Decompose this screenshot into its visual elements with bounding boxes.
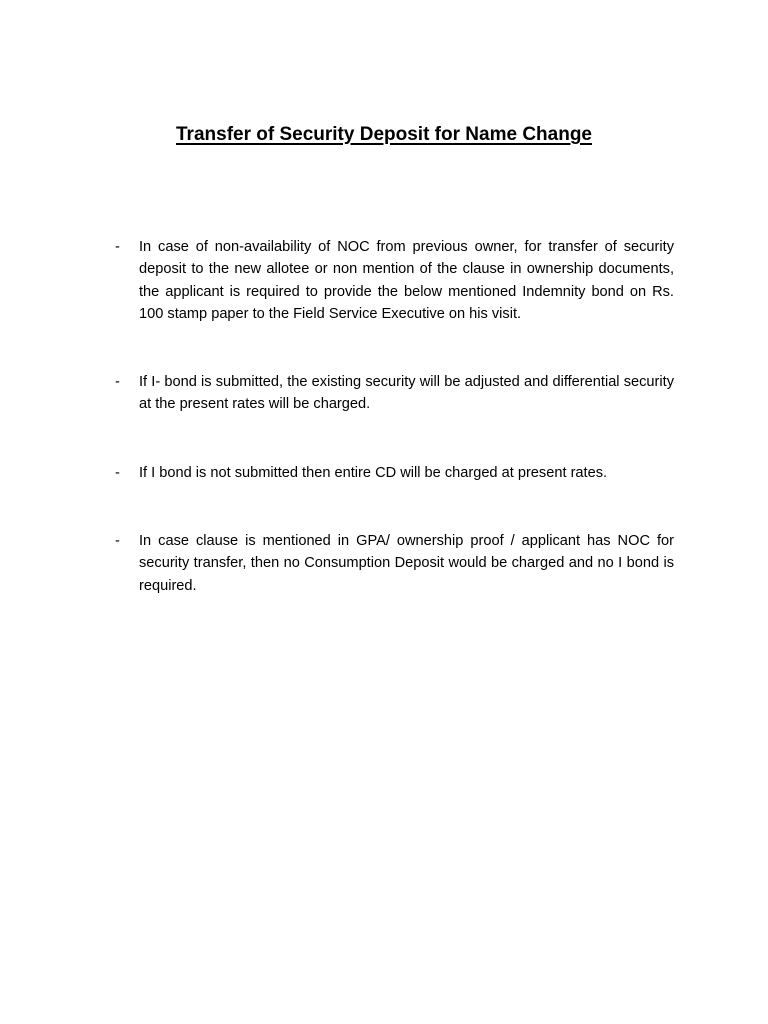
bullet-dash: - <box>115 464 120 481</box>
bullet-text: If I bond is not submitted then entire CD will be charged at present rates. <box>139 464 608 481</box>
bullet-item-noc-unavailable <box>113 236 674 325</box>
bullet-list <box>113 236 674 597</box>
bullet-text: In case of non-availability of NOC from previous owner, for transfer of security deposit to the new allotee or non mention of the clause in ownership documents, the applicant is required to provide the below mentioned Indemnity bond on Rs. 100 stamp paper to the Field Service Executive on his visit. <box>139 239 674 322</box>
bullet-item-ibond-submitted <box>113 371 674 416</box>
bullet-dash: - <box>115 533 120 550</box>
bullet-text: In case clause is mentioned in GPA/ ownership proof / applicant has NOC for security transfer, then no Consumption Deposit would be charged and no I bond is required. <box>139 533 674 594</box>
bullet-text: If I- bond is submitted, the existing security will be adjusted and differential security at the present rates will be charged. <box>139 374 674 413</box>
bullet-item-clause-mentioned <box>113 530 674 597</box>
bullet-dash: - <box>115 374 120 391</box>
bullet-dash: - <box>115 239 120 255</box>
bullet-item-ibond-not-submitted <box>113 462 674 484</box>
document-title: Transfer of Security Deposit for Name Change <box>176 124 592 145</box>
